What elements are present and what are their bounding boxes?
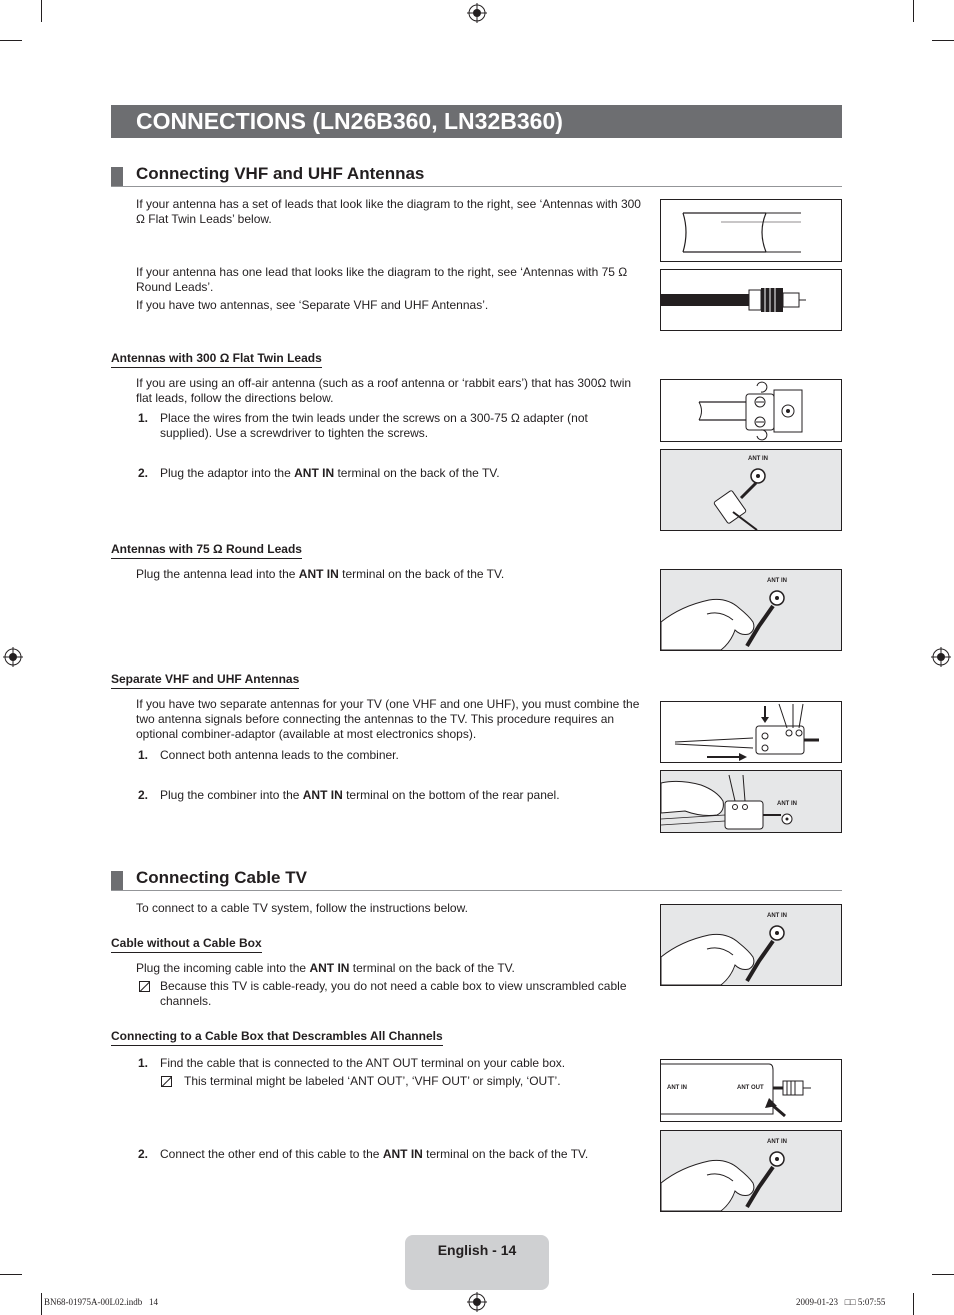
crop-mark xyxy=(932,1274,954,1275)
ant-in-label: ANT IN xyxy=(777,801,797,807)
crop-mark xyxy=(932,40,954,41)
crop-mark xyxy=(913,0,914,22)
figure-cable-ant-in xyxy=(660,904,842,986)
flat-twin-step-2: Plug the adaptor into the ANT IN terminal on the back of the TV. xyxy=(160,466,500,480)
figure-combiner xyxy=(660,701,842,763)
flat-twin-paragraph: If you are using an off-air antenna (such as a roof antenna or ‘rabbit ears’) that has 300Ω twin flat leads, follow the directions below. xyxy=(136,376,632,405)
separate-step-2: Plug the combiner into the ANT IN terminal on the bottom of the rear panel. xyxy=(160,788,560,802)
section-marker xyxy=(111,871,123,890)
section-heading-cable xyxy=(111,868,842,891)
cable-box-note: This terminal might be labeled ‘ANT OUT’, ‘VHF OUT’ or simply, ‘OUT’. xyxy=(184,1074,561,1088)
registration-mark-icon xyxy=(931,647,951,667)
figure-combiner-ant-in xyxy=(660,770,842,833)
step-number: 2. xyxy=(138,466,149,480)
section-heading-antennas xyxy=(111,164,842,187)
step-number: 2. xyxy=(138,788,149,802)
note-icon xyxy=(139,981,150,992)
registration-mark-icon xyxy=(467,1292,487,1312)
subheading-separate: Separate VHF and UHF Antennas xyxy=(111,672,299,689)
ant-in-label: ANT IN xyxy=(767,578,787,584)
page-number-tab: English - 14 xyxy=(405,1235,549,1290)
ant-out-label: ANT OUT xyxy=(737,1085,764,1091)
flat-twin-step-1: Place the wires from the twin leads under the screws on a 300-75 Ω adapter (not supplied). Use a screwdriver to tighten the screws. xyxy=(160,411,588,440)
step-number: 1. xyxy=(138,748,149,762)
figure-300-75-adapter xyxy=(660,379,842,442)
figure-cable-ant-in-2 xyxy=(660,1130,842,1212)
subheading-round-lead: Antennas with 75 Ω Round Leads xyxy=(111,542,302,559)
registration-mark-icon xyxy=(3,647,23,667)
step-number: 2. xyxy=(138,1147,149,1161)
separate-step-1: Connect both antenna leads to the combiner. xyxy=(160,748,399,762)
intro-paragraph-1: If your antenna has a set of leads that look like the diagram to the right, see ‘Antennas with 300 Ω Flat Twin Leads’ below. xyxy=(136,197,641,226)
crop-mark xyxy=(41,0,42,22)
figure-hand-ant-in xyxy=(660,569,842,651)
date-imprint: 2009-01-23 □□ 5:07:55 xyxy=(796,1297,886,1307)
figure-round-lead xyxy=(660,269,842,331)
crop-mark xyxy=(913,1293,914,1315)
subheading-no-box: Cable without a Cable Box xyxy=(111,936,262,953)
crop-mark xyxy=(0,1274,22,1275)
registration-mark-icon xyxy=(467,3,487,23)
crop-mark xyxy=(0,40,22,41)
intro-paragraph-2: If your antenna has one lead that looks like the diagram to the right, see ‘Antennas with 75 Ω Round Leads’. xyxy=(136,265,628,294)
note-icon xyxy=(161,1076,172,1087)
no-box-note: Because this TV is cable-ready, you do not need a cable box to view unscrambled cable channels. xyxy=(160,979,627,1008)
cable-box-step-2: Connect the other end of this cable to the ANT IN terminal on the back of the TV. xyxy=(160,1147,589,1161)
subheading-cable-box: Connecting to a Cable Box that Descrambles All Channels xyxy=(111,1029,443,1046)
file-imprint: BN68-01975A-00L02.indb 14 xyxy=(44,1297,158,1307)
section-title: Connecting VHF and UHF Antennas xyxy=(136,164,425,183)
ant-in-label: ANT IN xyxy=(767,1139,787,1145)
cable-intro: To connect to a cable TV system, follow the instructions below. xyxy=(136,901,468,915)
section-marker xyxy=(111,167,123,186)
figure-flat-twin-lead xyxy=(660,199,842,262)
page-title: CONNECTIONS (LN26B360, LN32B360) xyxy=(111,105,842,138)
subheading-flat-twin: Antennas with 300 Ω Flat Twin Leads xyxy=(111,351,322,368)
ant-in-label: ANT IN xyxy=(667,1085,687,1091)
separate-paragraph: If you have two separate antennas for your TV (one VHF and one UHF), you must combine the two antenna signals before connecting the antennas to the TV. This procedure requires an optional combiner-adaptor (available at most electronics shops). xyxy=(136,697,640,741)
figure-cable-box xyxy=(660,1059,842,1122)
round-lead-paragraph: Plug the antenna lead into the ANT IN terminal on the back of the TV. xyxy=(136,567,505,581)
step-number: 1. xyxy=(138,1056,149,1070)
cable-box-step-1: Find the cable that is connected to the ANT OUT terminal on your cable box. xyxy=(160,1056,566,1070)
step-number: 1. xyxy=(138,411,149,425)
figure-adapter-ant-in xyxy=(660,449,842,531)
crop-mark xyxy=(41,1293,42,1315)
ant-in-label: ANT IN xyxy=(748,456,768,462)
section-title: Connecting Cable TV xyxy=(136,868,307,887)
ant-in-label: ANT IN xyxy=(767,913,787,919)
no-box-paragraph: Plug the incoming cable into the ANT IN terminal on the back of the TV. xyxy=(136,961,515,975)
intro-paragraph-3: If you have two antennas, see ‘Separate VHF and UHF Antennas’. xyxy=(136,298,489,312)
